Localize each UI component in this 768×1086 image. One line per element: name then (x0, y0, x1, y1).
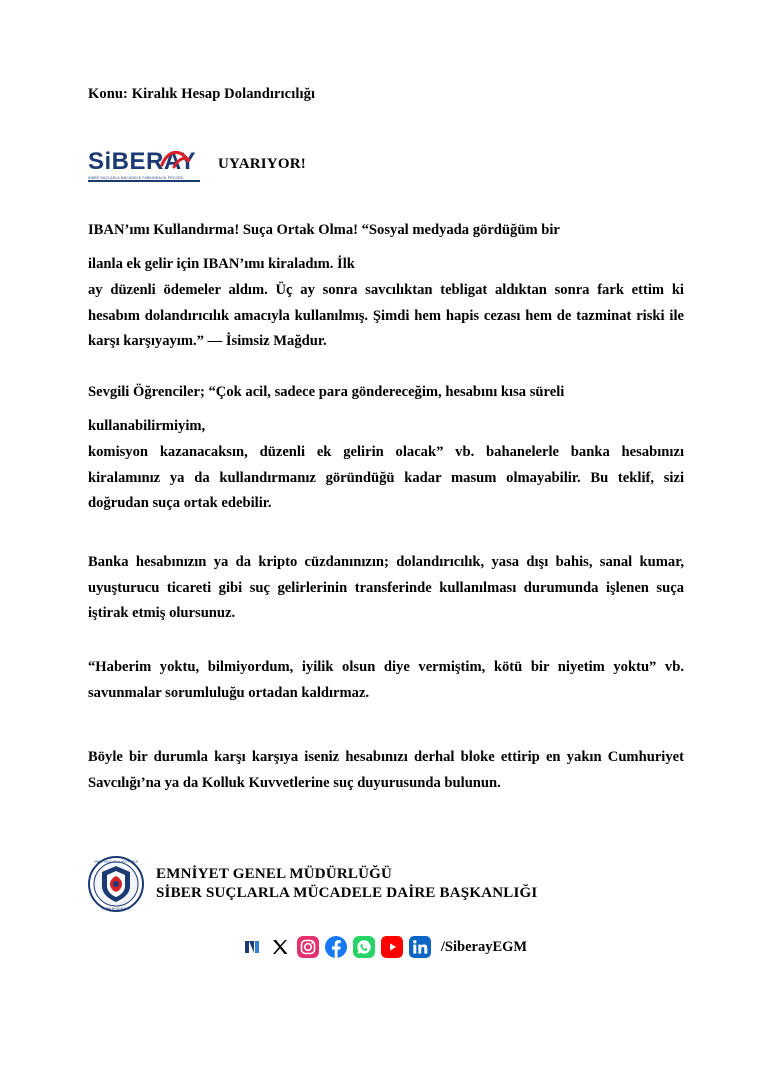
paragraph-1-line-1: IBAN’ımı Kullandırma! Suça Ortak Olma! “Sosyal medyada gördüğüm bir (88, 222, 560, 238)
siberay-underline (88, 180, 200, 182)
paragraph-5: Böyle bir durumla karşı karşıya iseniz hesabınızı derhal bloke ettirip en yakın Cumhuriyet Savcılığı’na ya da Kolluk Kuvvetlerine suç duyurusunda bulunun. (88, 749, 684, 791)
document-subject: Konu: Kiralık Hesap Dolandırıcılığı (88, 86, 316, 102)
linkedin-icon[interactable] (409, 936, 431, 958)
facebook-icon[interactable] (325, 936, 347, 958)
paragraph-1 (88, 218, 684, 355)
social-handle: /SiberayEGM (440, 938, 528, 955)
youtube-icon[interactable] (381, 936, 403, 958)
paragraph-2 (88, 380, 684, 517)
paragraph-1-rest: ay düzenli ödemeler aldım. Üç ay sonra savcılıktan tebligat aldıktan sonra fark ettim ki hesabım dolandırıcılık amacıyla kullanılmış. Şimdi hem hapis cezası hem de tazminat riski ile karşı karşıyayım.” — İsimsiz Mağdur. (88, 282, 684, 349)
footer-titles (156, 865, 537, 903)
paragraph-2-line-2: kullanabilirmiyim, (88, 417, 206, 434)
paragraph-2-line-1: Sevgili Öğrenciler; “Çok acil, sadece para göndereceğim, hesabını kısa süreli (88, 384, 565, 400)
footer-block (88, 856, 537, 912)
svg-text:DAİRE BAŞKANLIĞI: DAİRE BAŞKANLIĞI (101, 906, 131, 911)
instagram-icon[interactable] (297, 936, 319, 958)
siberay-swoosh-icon (160, 147, 190, 169)
footer-title-line-2: SİBER SUÇLARLA MÜCADELE DAİRE BAŞKANLIĞI (156, 885, 538, 901)
siberay-wordmark: SiBERAY (88, 148, 196, 175)
siberay-logo (88, 150, 204, 184)
siberay-subtext: SİBER SUÇLARLA MÜCADELE FARKINDALIK PROJESİ (88, 176, 184, 180)
x-twitter-icon[interactable] (269, 936, 291, 958)
paragraph-2-rest: komisyon kazanacaksın, düzenli ek gelirin olacak” vb. bahanelerle banka hesabınızı kiralamınız ya da kullandırmanız göründüğü kadar masum olmayabilir. Bu teklif, sizi doğrudan suça ortak edebilir. (88, 444, 684, 511)
paragraph-4: “Haberim yoktu, bilmiyordum, iyilik olsun diye vermiştim, kötü bir niyetim yoktu” vb. savunmalar sorumluluğu ortadan kaldırmaz. (88, 659, 684, 701)
paragraph-1-line-2: ilanla ek gelir için IBAN’ımı kiraladım. İlk (88, 255, 355, 272)
nsosyal-icon[interactable] (241, 936, 263, 958)
police-emblem-icon (88, 856, 144, 912)
whatsapp-icon[interactable] (353, 936, 375, 958)
warning-label: UYARIYOR! (218, 156, 306, 172)
footer-title-line-1: EMNİYET GENEL MÜDÜRLÜĞÜ (156, 866, 393, 882)
siberay-logo-row (88, 150, 306, 184)
social-media-row (0, 936, 768, 958)
paragraph-3: Banka hesabınızın ya da kripto cüzdanınızın; dolandırıcılık, yasa dışı bahis, sanal kumar, uyuşturucu ticareti gibi suç gelirlerinin transferinde kullanılması durumunda işlenen suça iştirak etmiş olursunuz. (88, 554, 684, 621)
svg-text:SİBER SUÇLARLA MÜCADELE: SİBER SUÇLARLA MÜCADELE (93, 859, 139, 864)
